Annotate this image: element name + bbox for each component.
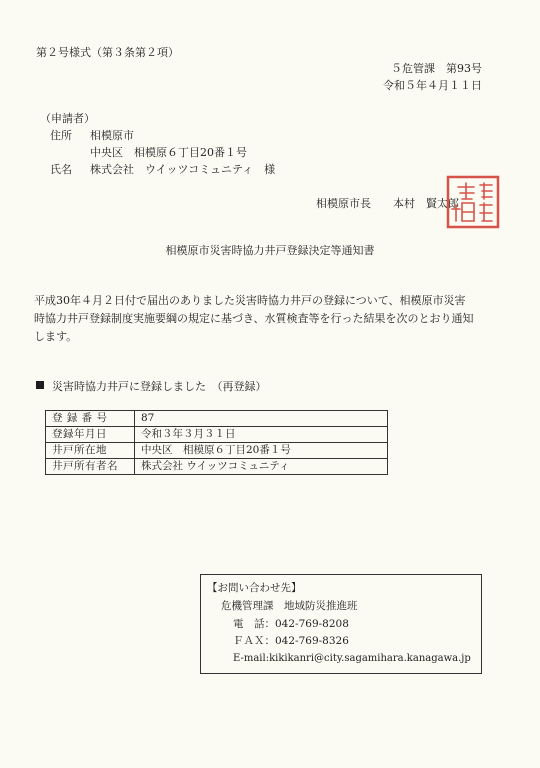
official-seal-icon (446, 175, 500, 229)
applicant-name (50, 163, 275, 177)
applicant-heading: （申請者） (40, 112, 95, 125)
row-value: 令和３年３月３１日 (135, 427, 388, 443)
row-label: 登録年月日 (46, 427, 135, 443)
document-title: 相模原市災害時協力井戸登録決定等通知書 (165, 244, 375, 257)
body-line-2: 時協力井戸登録制度実施要綱の規定に基づき、水質検査等を行った結果を次のとおり通知 (34, 312, 474, 325)
contact-email: E-mail:kikikanri@city.sagamihara.kanagawa.jp (233, 653, 471, 664)
applicant-address (50, 129, 134, 143)
row-label: 井戸所有者名 (46, 459, 135, 475)
section-heading (36, 378, 267, 394)
contact-department: 危機管理課 地域防災推進班 (221, 600, 358, 612)
contact-phone: 電 話：042-769-8208 (233, 618, 349, 630)
registration-table (45, 410, 388, 475)
form-number: 第２号様式（第３条第２項） (36, 46, 179, 59)
name-label: 氏名 (50, 163, 72, 176)
contact-box (200, 574, 482, 674)
table-row (46, 411, 388, 427)
table-row (46, 427, 388, 443)
address-label: 住所 (50, 129, 72, 142)
name-value: 株式会社 ウイッツコミュニティ 様 (90, 163, 276, 176)
address-line1: 相模原市 (90, 129, 134, 142)
square-bullet-icon (36, 381, 44, 389)
row-label: 井戸所在地 (46, 443, 135, 459)
section-heading-text: 災害時協力井戸に登録しました （再登録） (52, 380, 267, 393)
row-value: 中央区 相模原６丁目20番１号 (135, 443, 388, 459)
issuer-name: 相模原市長 本村 賢太郎 (316, 197, 459, 210)
contact-fax: ＦＡＸ：042-769-8326 (233, 635, 349, 647)
contact-title: 【お問い合わせ先】 (207, 582, 302, 594)
body-text (34, 292, 494, 346)
body-line-3: します。 (34, 330, 78, 343)
document-number: ５危管課 第93号 (391, 62, 482, 75)
table-row (46, 443, 388, 459)
row-value: 株式会社 ウイッツコミュニティ (135, 459, 388, 475)
document-date: 令和５年４月１１日 (383, 79, 482, 92)
table-row (46, 459, 388, 475)
address-line2: 中央区 相模原６丁目20番１号 (90, 146, 247, 159)
body-line-1: 平成30年４月２日付で届出のありました災害時協力井戸の登録について、相模原市災害 (34, 294, 466, 307)
row-value: 87 (135, 411, 388, 427)
row-label: 登 録 番 号 (46, 411, 135, 427)
